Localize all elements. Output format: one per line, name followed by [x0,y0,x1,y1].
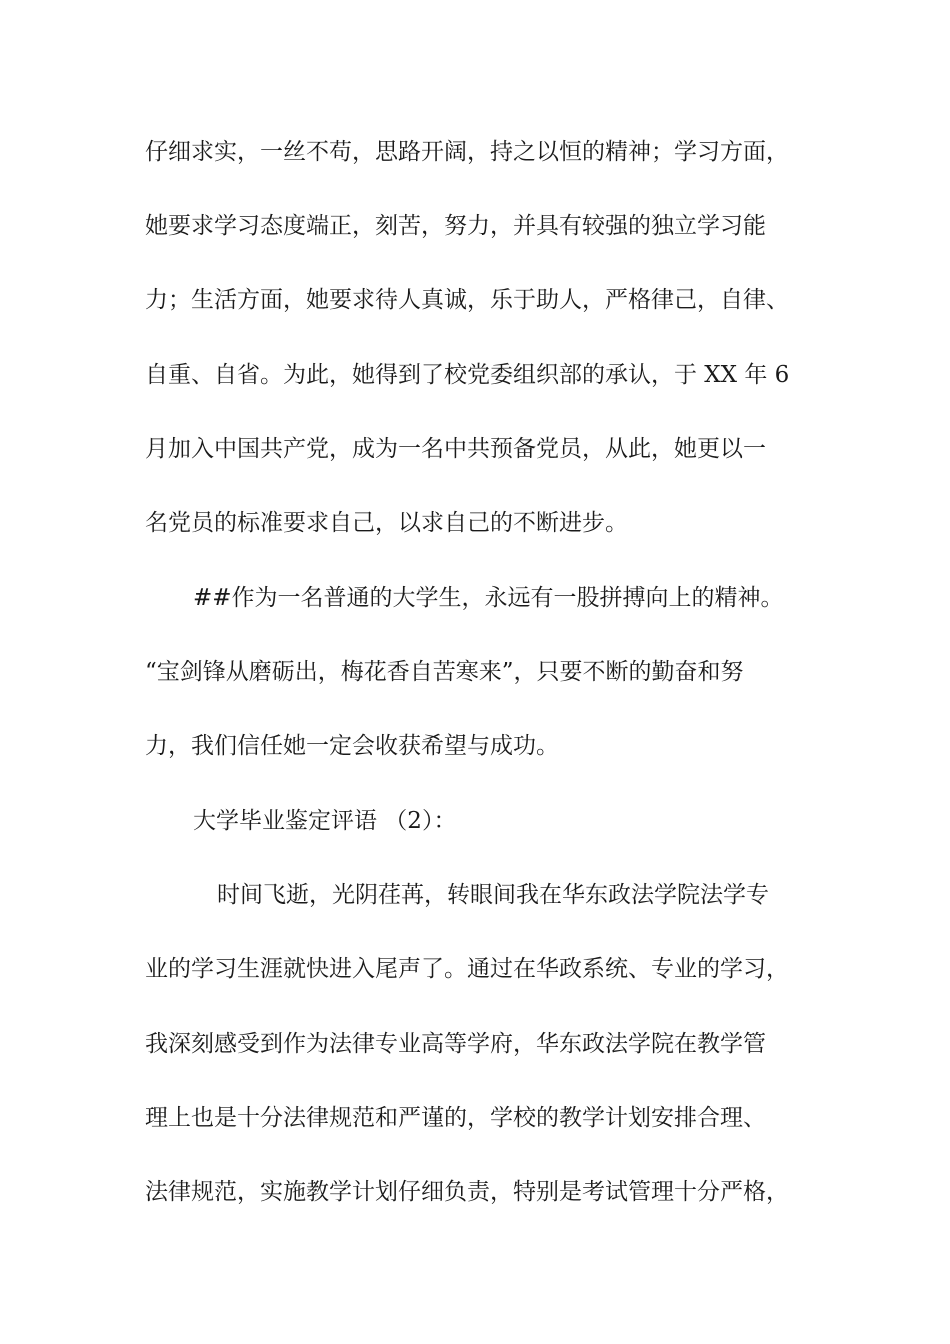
text-line-2: 她要求学习态度端正，刻苦，努力，并具有较强的独立学习能 [145,213,766,239]
text-line-15: 法律规范，实施教学计划仔细负责，特别是考试管理十分严格， [145,1179,789,1205]
text-line-7: ##作为一名普通的大学生，永远有一股拼搏向上的精神。 [193,585,784,611]
text-line-13: 我深刻感受到作为法律专业高等学府，华东政法学院在教学管 [145,1031,766,1057]
text-line-9: 力，我们信任她一定会收获希望与成功。 [145,733,559,759]
text-line-6: 名党员的标准要求自己，以求自己的不断进步。 [145,510,628,536]
text-line-3: 力；生活方面，她要求待人真诚，乐于助人，严格律己，自律、 [145,287,789,313]
text-line-4: 自重、自省。为此，她得到了校党委组织部的承认，于 XX 年 6 [145,362,790,388]
text-line-11: 时间飞逝，光阴荏苒，转眼间我在华东政法学院法学专 [217,882,769,908]
text-line-8: “宝剑锋从磨砺出，梅花香自苦寒来”，只要不断的勤奋和努 [145,659,744,685]
text-line-5: 月加入中国共产党，成为一名中共预备党员，从此，她更以一 [145,436,766,462]
section-heading: 大学毕业鉴定评语 （2）： [193,808,457,834]
text-line-12: 业的学习生涯就快进入尾声了。通过在华政系统、专业的学习， [145,956,789,982]
text-line-1: 仔细求实，一丝不苟，思路开阔，持之以恒的精神；学习方面， [145,139,789,165]
text-line-14: 理上也是十分法律规范和严谨的，学校的教学计划安排合理、 [145,1105,766,1131]
